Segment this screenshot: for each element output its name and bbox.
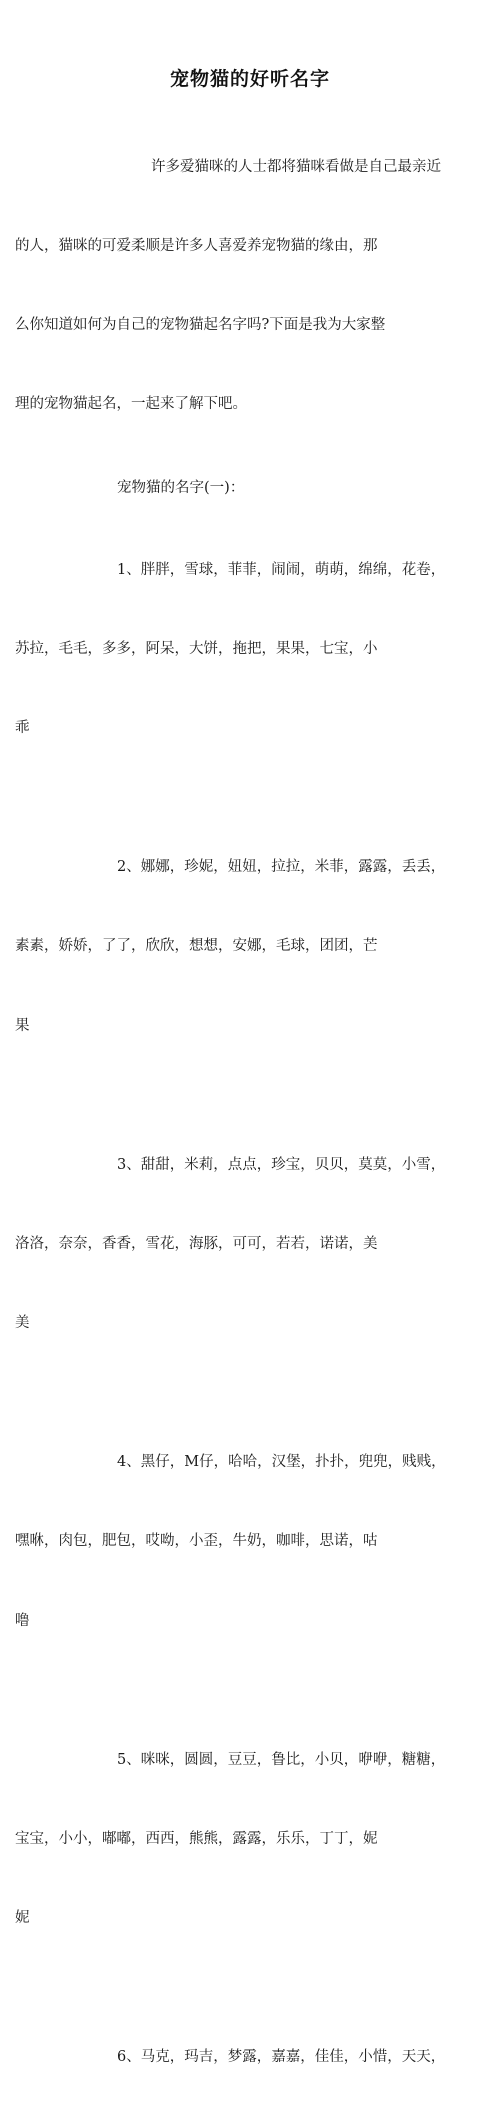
spacer [117, 1389, 429, 1396]
item-line: 1、胖胖，雪球，菲菲，闹闹，萌萌，绵绵，花卷， [117, 561, 446, 578]
section-heading: 宠物猫的名字(一)： [117, 479, 245, 496]
spacer [117, 1092, 429, 1099]
intro-line: 理的宠物猫起名，一起来了解下吧。 [15, 396, 247, 413]
item-line: 美 [15, 1315, 30, 1332]
item-line: 洛洛，奈奈，香香，雪花，海豚，可可，若若，诺诺，美 [15, 1235, 378, 1252]
item-line: 妮 [15, 1909, 30, 1926]
item-line: 6、马克，玛吉，梦露，嘉嘉，佳佳，小惜，天天， [117, 2048, 446, 2065]
intro-paragraph [15, 101, 441, 471]
intro-line: 许多爱猫咪的人士都将猫咪看做是自己最亲近 [151, 158, 441, 175]
list-item [15, 1099, 446, 1389]
spacer [117, 794, 429, 801]
item-line: 素素，娇娇，了了，欣欣，想想，安娜，毛球，团团，芒 [15, 938, 378, 955]
item-line: 嘿咻，肉包，肥包，哎呦，小歪，牛奶，咖啡，思诺，咕 [15, 1533, 378, 1550]
item-line: 2、娜娜，珍妮，妞妞，拉拉，米菲，露露，丢丢， [117, 859, 446, 876]
spacer [117, 1687, 429, 1694]
item-line: 苏拉，毛毛，多多，阿呆，大饼，拖把，果果，七宝，小 [15, 641, 378, 658]
intro-line: 的人，猫咪的可爱柔顺是许多人喜爱养宠物猫的缘由，那 [15, 238, 378, 255]
intro-line: 么你知道如何为自己的宠物猫起名字吗?下面是我为大家整 [15, 317, 386, 334]
list-item [15, 504, 446, 794]
item-line: 噜 [15, 1612, 30, 1629]
item-line: 4、黑仔，M仔，哈哈，汉堡，扑扑，兜兜，贱贱， [117, 1454, 446, 1471]
list-item [15, 1694, 446, 1984]
document-body [15, 101, 446, 2123]
list-item [15, 801, 446, 1091]
item-line: 乖 [15, 720, 30, 737]
spacer [117, 1984, 429, 1991]
page-title: 宠物猫的好听名字 [169, 68, 330, 90]
item-line: 果 [15, 1017, 30, 1034]
item-line: 宝宝，小小，嘟嘟，西西，熊熊，露露，乐乐，丁丁，妮 [15, 1830, 378, 1847]
list-item [15, 1396, 446, 1686]
list-item [117, 1991, 446, 2123]
item-line: 5、咪咪，圆圆，豆豆，鲁比，小贝，咿咿，糖糖， [117, 1751, 446, 1768]
item-line: 3、甜甜，米莉，点点，珍宝，贝贝，莫莫，小雪， [117, 1156, 446, 1173]
